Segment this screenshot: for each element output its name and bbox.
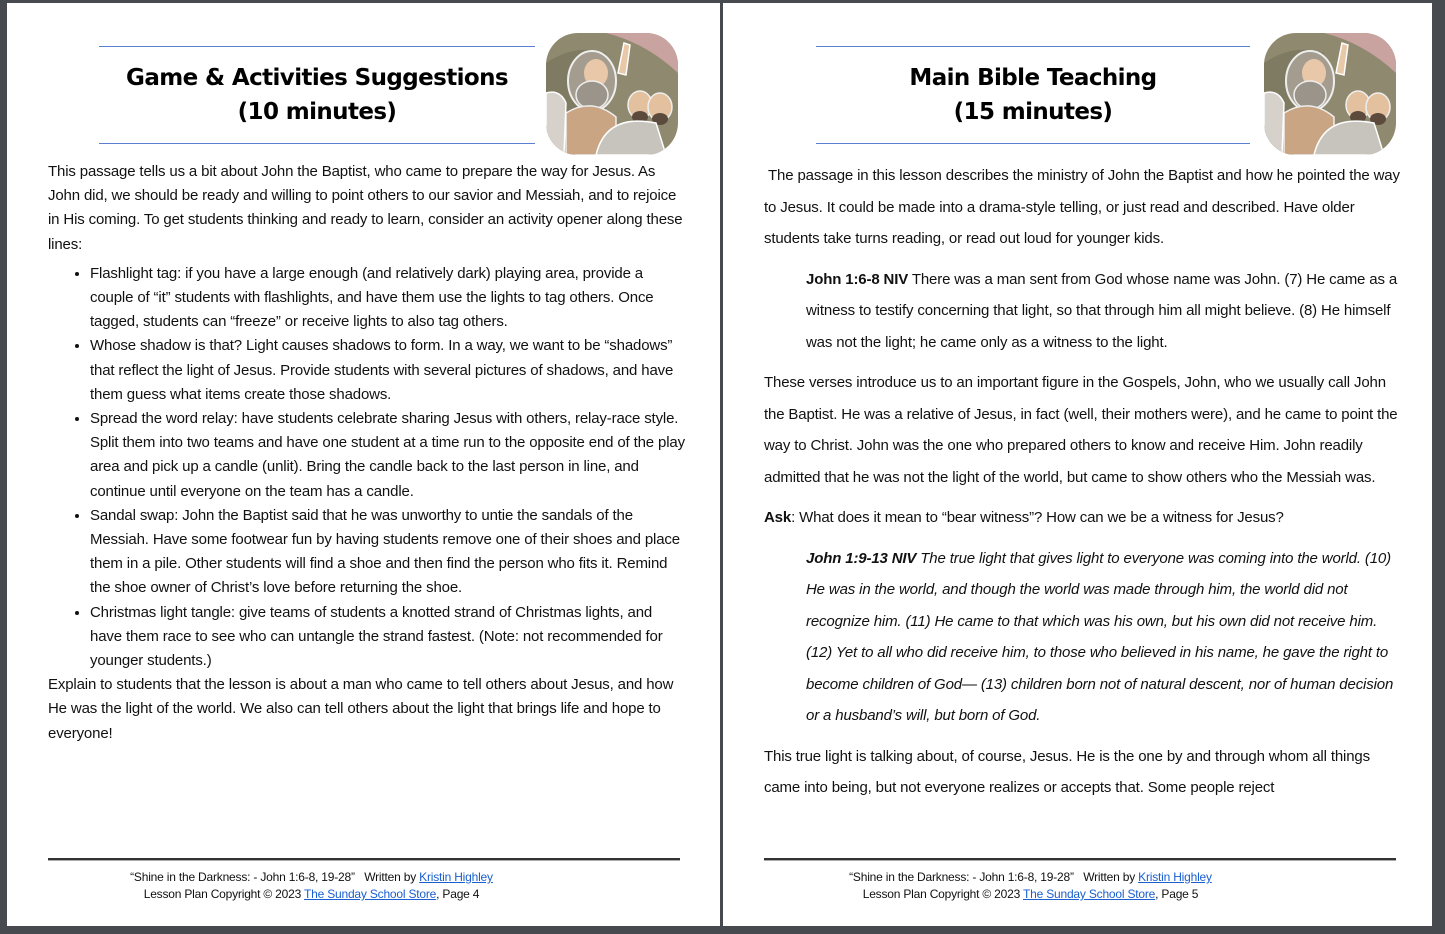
list-item: • Flashlight tag: if you have a large enough (and relatively dark) playing area, provide a couple of “it” students with flashlights, and have them use the lights to tag others. Once tagged, students can “freeze” or receive lights to also tag others.: [90, 262, 688, 335]
store-link[interactable]: The Sunday School Store: [1023, 887, 1156, 901]
section-title-line1: Main Bible Teaching: [909, 65, 1157, 91]
activity-list: [48, 262, 688, 673]
list-item: • Whose shadow is that? Light causes shadows to form. In a way, we want to be “shadows” that reflect the light of Jesus. Provide students with several pictures of shadows, and have them guess what items create those shadows.: [90, 334, 688, 407]
footer-copyright: Lesson Plan Copyright © 2023: [143, 887, 304, 901]
ask-question: : What does it mean to “bear witness”? How can we be a witness for Jesus?: [791, 509, 1284, 526]
footer-line2: [7, 886, 668, 903]
list-item: • Spread the word relay: have students celebrate sharing Jesus with others, relay-race style. Split them into two teams and have one student at a time run to the opposite end of the play area and pick up a candle (unlit). Bring the candle back to the last person in line, and continue until everyone on the team has a candle.: [90, 407, 688, 504]
john-the-baptist-illustration: [546, 33, 678, 155]
closing-paragraph: Explain to students that the lesson is about a man who came to tell others about Jesus, and how He was the light of the world. We also can tell others about the light that brings life and hope to everyone!: [48, 676, 674, 742]
footer-divider: [48, 858, 680, 861]
footer-line1: [7, 869, 668, 886]
footer-copyright: Lesson Plan Copyright © 2023: [862, 887, 1023, 901]
john-the-baptist-illustration: [1264, 33, 1396, 155]
teaching-body: [764, 160, 1404, 813]
activities-body: [48, 160, 688, 746]
store-link[interactable]: The Sunday School Store: [304, 887, 437, 901]
section-title-line2: (15 minutes): [953, 99, 1113, 125]
intro-paragraph: The passage in this lesson describes the ministry of John the Baptist and how he pointed the way to Jesus. It could be made into a drama-style telling, or just read and described. Have older students take turns reading, or read out loud for younger kids.: [764, 167, 1404, 247]
scripture-reference: John 1:6-8 NIV: [806, 270, 909, 288]
scripture-passage-1: [806, 264, 1404, 359]
footer-divider: [764, 858, 1396, 861]
footer-lesson-title: “Shine in the Darkness: - John 1:6-8, 19-28” Written by: [130, 870, 420, 884]
ask-prompt: [764, 502, 1404, 534]
scripture-passage-2: [806, 543, 1404, 732]
intro-paragraph: This passage tells us a bit about John the Baptist, who came to prepare the way for Jesus. As John did, we should be ready and willing to point others to our savior and Messiah, and to rejoice in His coming. To get students thinking and ready to learn, consider an activity opener along these lines:: [48, 163, 683, 253]
document-page-5: [723, 3, 1432, 926]
section-title-line1: Game & Activities Suggestions: [126, 65, 508, 91]
page-footer: [7, 869, 668, 903]
list-item: • Sandal swap: John the Baptist said that he was unworthy to untie the sandals of the Messiah. Have some footwear fun by having students remove one of their shoes and place them in a pile. Other students will find a shoe and then find the person who fits it. Remind the shoe owner of Christ’s love before returning the shoe.: [90, 504, 688, 601]
footer-line2: [723, 886, 1385, 903]
author-link[interactable]: Kristin Highley: [419, 870, 493, 884]
page-number: , Page 5: [1155, 887, 1199, 901]
author-link[interactable]: Kristin Highley: [1138, 870, 1212, 884]
page-footer: [723, 869, 1385, 903]
page-number: , Page 4: [436, 887, 480, 901]
scripture-text: The true light that gives light to everyone was coming into the world. (10) He was in the world, and though the world was made through him, the world did not recognize him. (11) He came to that which was his own, but his own did not receive him. (12) Yet to all who did receive him, to those who believed in his name, he gave the right to become children of God— (13) children born not of natural descent, nor of human decision or a husband’s will, but born of God.: [806, 549, 1394, 724]
scripture-reference: John 1:9-13 NIV: [806, 549, 917, 567]
section-title-line2: (10 minutes): [237, 99, 397, 125]
continuation-paragraph: This true light is talking about, of course, Jesus. He is the one by and through whom all things came into being, but not everyone realizes or accepts that. Some people reject: [764, 747, 1370, 796]
ask-label: Ask: [764, 509, 792, 526]
scripture-text: There was a man sent from God whose name was John. (7) He came as a witness to testify concerning that light, so that through him all might believe. (8) He himself was not the light; he came only as a witness to the light.: [806, 270, 1398, 351]
list-item: • Christmas light tangle: give teams of students a knotted strand of Christmas lights, and have them race to see who can untangle the strand fastest. (Note: not recommended for younger students.): [90, 601, 688, 674]
document-page-4: [7, 3, 720, 926]
explanation-paragraph: These verses introduce us to an important figure in the Gospels, John, who we usually call John the Baptist. He was a relative of Jesus, in fact (well, their mothers were), and he came to point the way to Christ. John was the one who prepared others to know and receive Him. John readily admitted that he was not the light of the world, but came to show others who the Messiah was.: [764, 374, 1398, 486]
section-title: [816, 46, 1250, 144]
footer-lesson-title: “Shine in the Darkness: - John 1:6-8, 19-28” Written by: [849, 870, 1139, 884]
section-title: [99, 46, 535, 144]
footer-line1: [723, 869, 1385, 886]
